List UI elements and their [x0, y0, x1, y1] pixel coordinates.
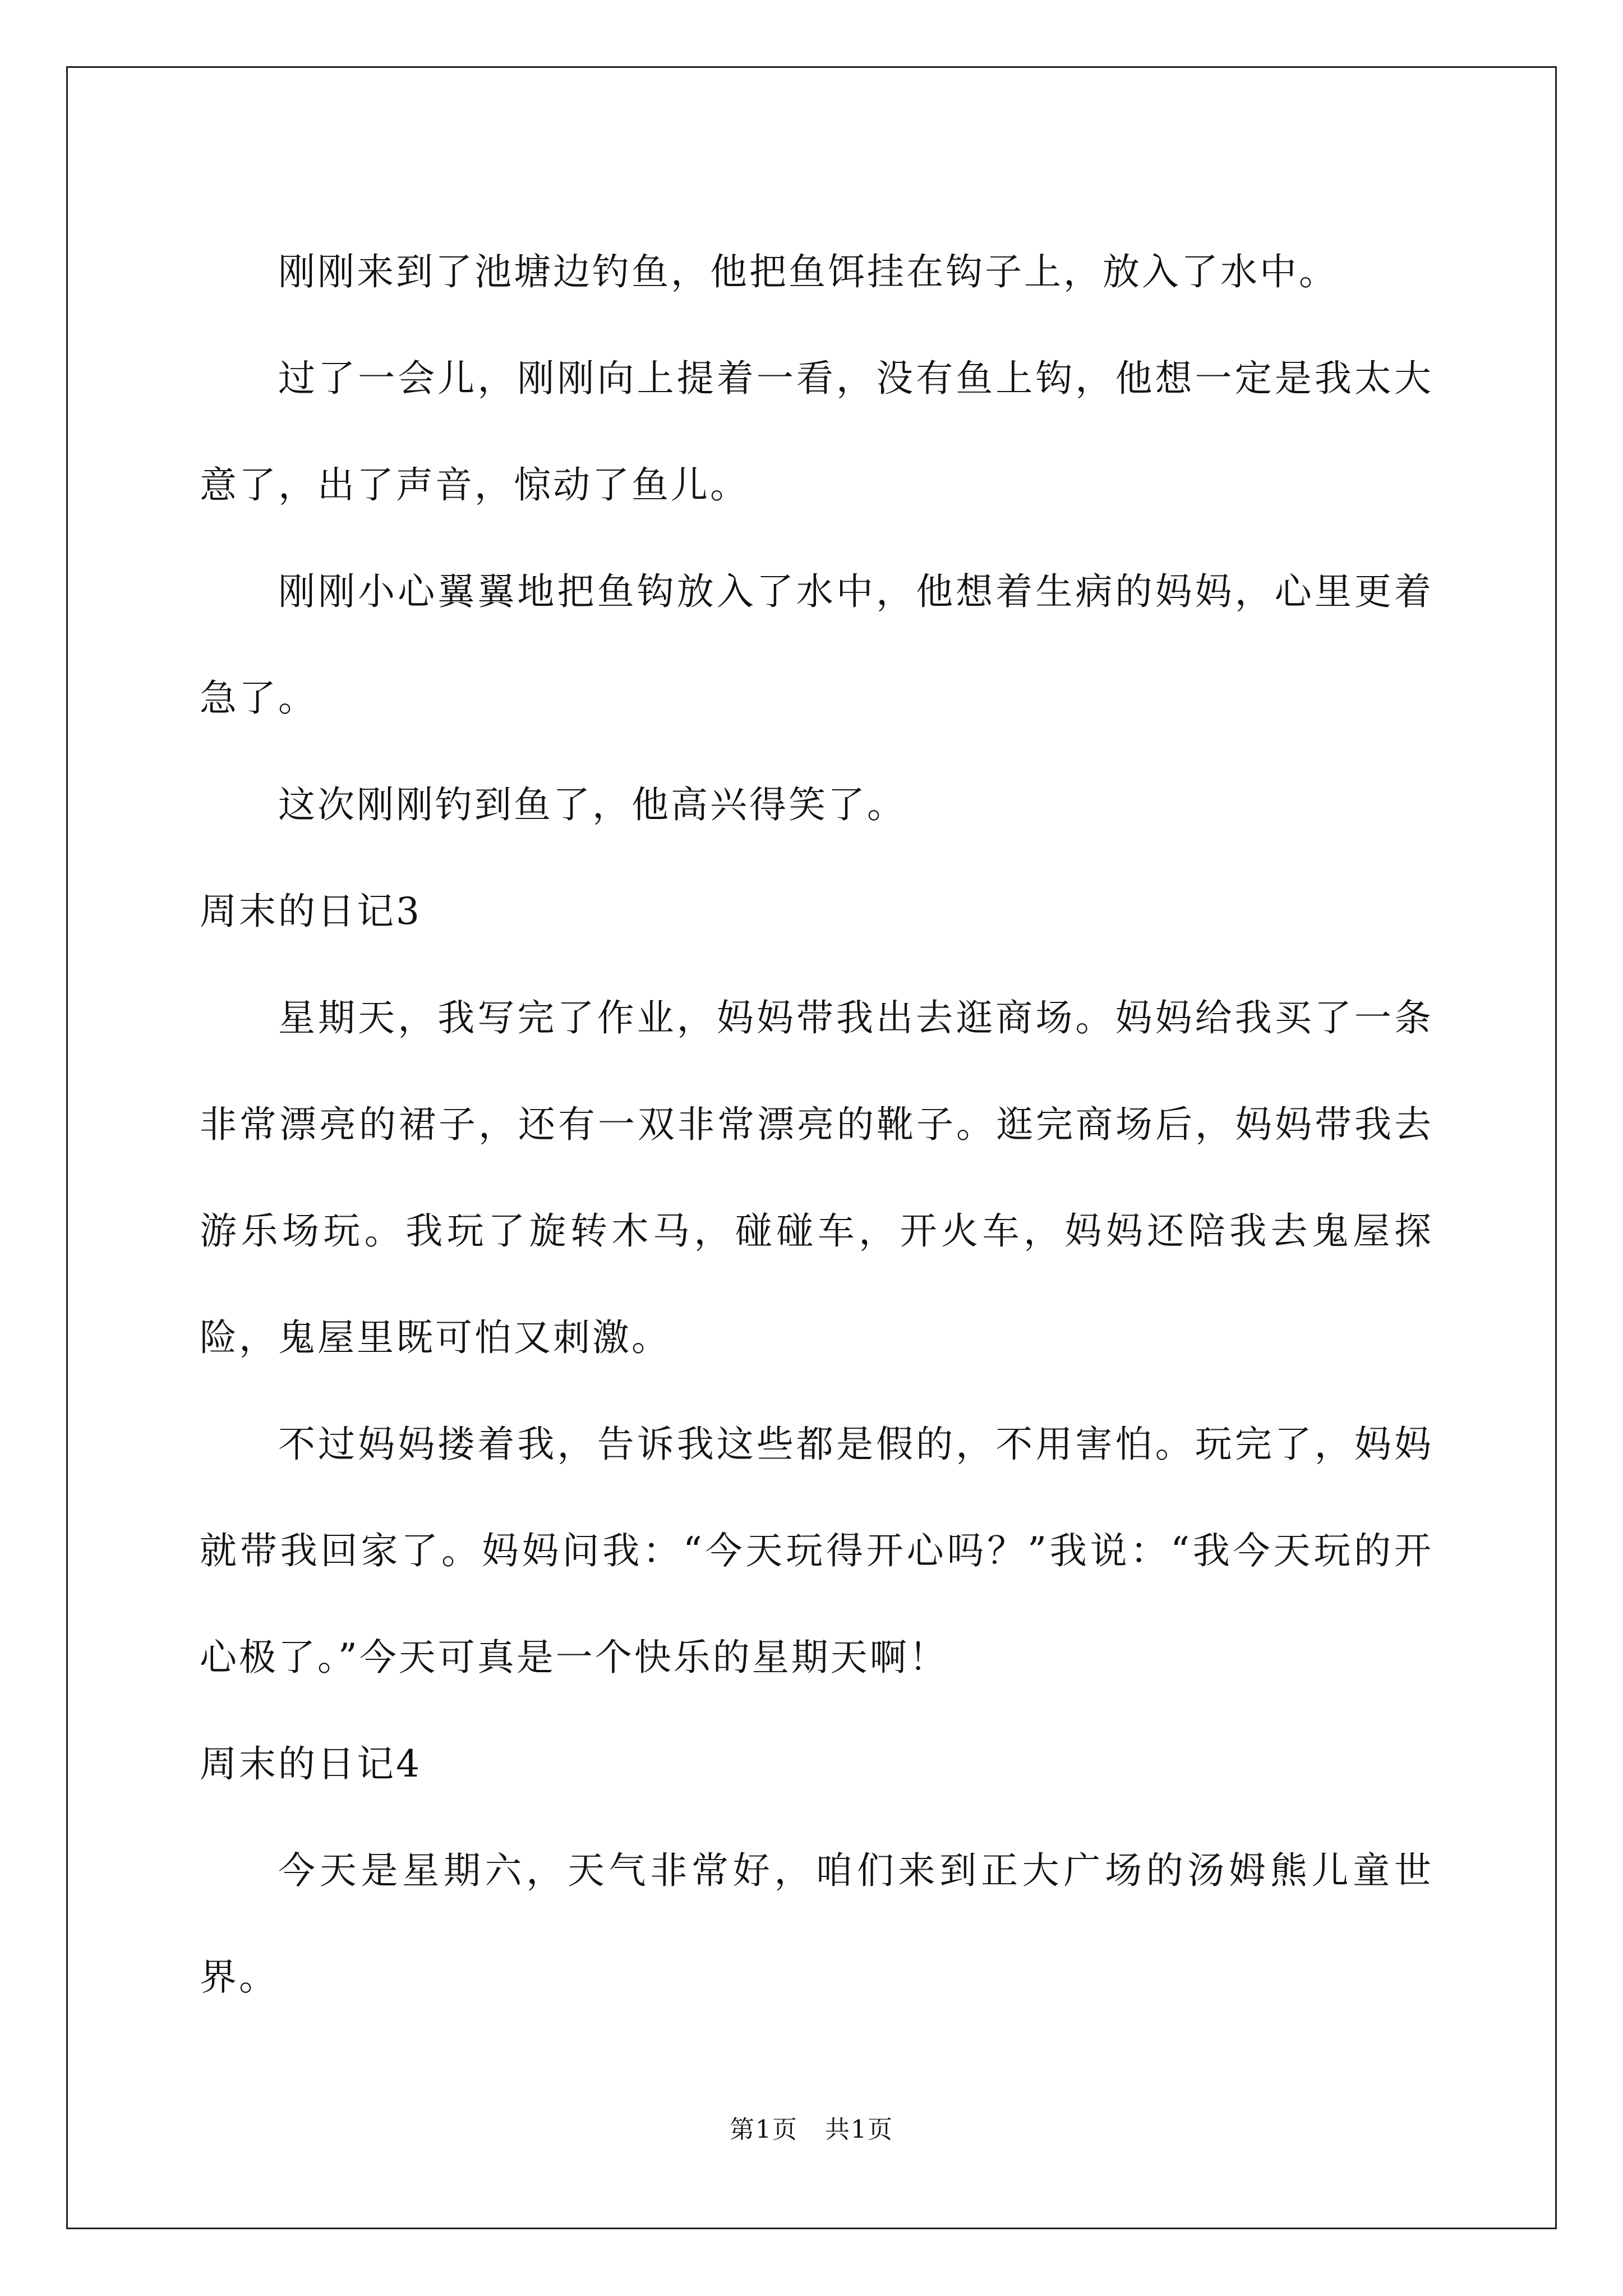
- page-total: 共1页: [825, 2115, 893, 2144]
- paragraph: 过了一会儿，刚刚向上提着一看，没有鱼上钩，他想一定是我太大意了，出了声音，惊动了鱼儿。: [200, 357, 1433, 507]
- paragraph: 这次刚刚钓到鱼了，他高兴得笑了。: [278, 783, 906, 826]
- paragraph: 刚刚小心翼翼地把鱼钩放入了水中，他想着生病的妈妈，心里更着急了。: [200, 570, 1433, 720]
- section-heading: 周末的日记3: [200, 890, 422, 933]
- document-body: [200, 219, 1433, 2031]
- paragraph: 不过妈妈搂着我，告诉我这些都是假的，不用害怕。玩完了，妈妈就带我回家了。妈妈问我：“今天玩得开心吗？”我说：“我今天玩的开心极了。”今天可真是一个快乐的星期天啊！: [200, 1423, 1433, 1679]
- page-number: 第1页: [730, 2115, 798, 2144]
- paragraph: 今天是星期六，天气非常好，咱们来到正大广场的汤姆熊儿童世界。: [200, 1849, 1433, 1999]
- page-footer: [0, 2109, 1623, 2145]
- section-heading: 周末的日记4: [200, 1742, 422, 1786]
- paragraph: 星期天，我写完了作业，妈妈带我出去逛商场。妈妈给我买了一条非常漂亮的裙子，还有一双非常漂亮的靴子。逛完商场后，妈妈带我去游乐场玩。我玩了旋转木马，碰碰车，开火车，妈妈还陪我去鬼屋探险，鬼屋里既可怕又刺激。: [200, 996, 1433, 1359]
- paragraph: 刚刚来到了池塘边钓鱼，他把鱼饵挂在钩子上，放入了水中。: [278, 250, 1338, 293]
